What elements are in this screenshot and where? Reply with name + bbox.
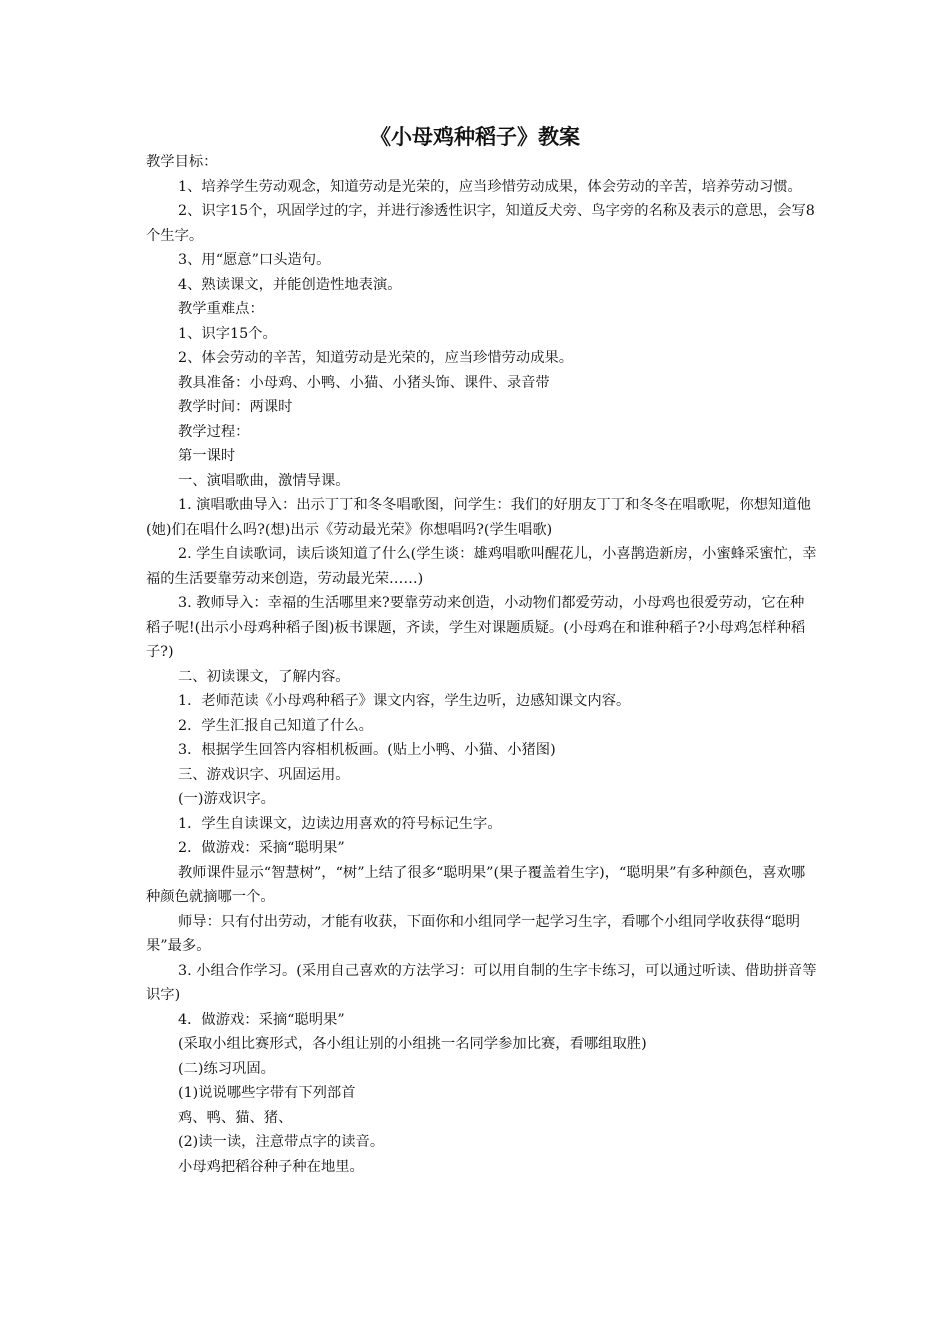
- paragraph: 2. 学生自读歌词，读后谈知道了什么(学生谈：雄鸡唱歌叫醒花儿，小喜鹊造新房，小蜜蜂采蜜忙，幸福的生活要靠劳动来创造，劳动最光荣……): [146, 546, 817, 587]
- paragraph: 3．根据学生回答内容相机板画。(贴上小鸭、小猫、小猪图): [178, 742, 556, 758]
- paragraph: 1、培养学生劳动观念，知道劳动是光荣的，应当珍惜劳动成果，体会劳动的辛苦，培养劳动习惯。: [178, 178, 802, 195]
- paragraph: (1)说说哪些字带有下列部首: [178, 1085, 356, 1101]
- paragraph: 1、识字15个。: [178, 325, 277, 342]
- paragraph: 3. 教师导入：幸福的生活哪里来?要靠劳动来创造，小动物们都爱劳动，小母鸡也很爱劳动，它在种稻子呢!(出示小母鸡种稻子图)板书课题，齐读，学生对课题质疑。(小母鸡在和谁种稻子?小母鸡怎样种稻子?): [146, 595, 806, 660]
- paragraph: 2．做游戏：采摘“聪明果”: [178, 840, 345, 856]
- paragraph: 2．学生汇报自己知道了什么。: [178, 717, 373, 734]
- paragraph: 4、熟读课文，并能创造性地表演。: [178, 276, 402, 293]
- paragraph: 教学重难点：: [178, 301, 264, 317]
- paragraph: (采取小组比赛形式，各小组让别的小组挑一名同学参加比赛，看哪组取胜): [178, 1036, 647, 1052]
- paragraph: 三、游戏识字、巩固运用。: [178, 766, 350, 783]
- document-title: 《小母鸡种稻子》教案: [370, 124, 580, 149]
- paragraph: 4．做游戏：采摘“聪明果”: [178, 1011, 345, 1028]
- paragraph: 二、初读课文，了解内容。: [178, 668, 350, 685]
- document-body: [146, 150, 818, 1179]
- paragraph: 教学目标：: [146, 154, 218, 170]
- paragraph: 教学过程：: [178, 423, 250, 440]
- paragraph: 3. 小组合作学习。(采用自己喜欢的方法学习：可以用自制的生字卡练习，可以通过听读、借助拼音等识字): [146, 962, 817, 1003]
- paragraph: (一)游戏识字。: [178, 791, 275, 807]
- paragraph: (2)读一读，注意带点字的读音。: [178, 1134, 385, 1150]
- paragraph: 教学时间：两课时: [178, 399, 293, 415]
- paragraph: 一、演唱歌曲，激情导课。: [178, 472, 350, 489]
- paragraph: 1．学生自读课文，边读边用喜欢的符号标记生字。: [178, 815, 502, 832]
- paragraph: 1．老师范读《小母鸡种稻子》课文内容，学生边听，边感知课文内容。: [178, 693, 631, 709]
- paragraph: 第一课时: [178, 448, 236, 464]
- paragraph: 鸡、鸭、猫、猪、: [178, 1109, 293, 1126]
- paragraph: 3、用“愿意”口头造句。: [178, 252, 331, 268]
- paragraph: 教师课件显示“智慧树”，“树”上结了很多“聪明果”(果子覆盖着生字)，“聪明果”有多种颜色，喜欢哪种颜色就摘哪一个。: [146, 864, 806, 905]
- paragraph: 2、体会劳动的辛苦，知道劳动是光荣的，应当珍惜劳动成果。: [178, 350, 574, 366]
- paragraph: 小母鸡把稻谷种子种在地里。: [178, 1158, 364, 1175]
- paragraph: 2、识字15个，巩固学过的字，并进行渗透性识字，知道反犬旁、鸟字旁的名称及表示的意思，会写8个生字。: [146, 203, 815, 244]
- paragraph: 教具准备：小母鸡、小鸭、小猫、小猪头饰、课件、录音带: [178, 374, 550, 391]
- paragraph: 师导：只有付出劳动，才能有收获，下面你和小组同学一起学习生字，看哪个小组同学收获得“聪明果”最多。: [146, 913, 801, 954]
- paragraph: (二)练习巩固。: [178, 1060, 275, 1077]
- paragraph: 1. 演唱歌曲导入：出示丁丁和冬冬唱歌图，问学生：我们的好朋友丁丁和冬冬在唱歌呢，你想知道他(她)们在唱什么吗?(想)出示《劳动最光荣》你想唱吗?(学生唱歌): [146, 497, 811, 538]
